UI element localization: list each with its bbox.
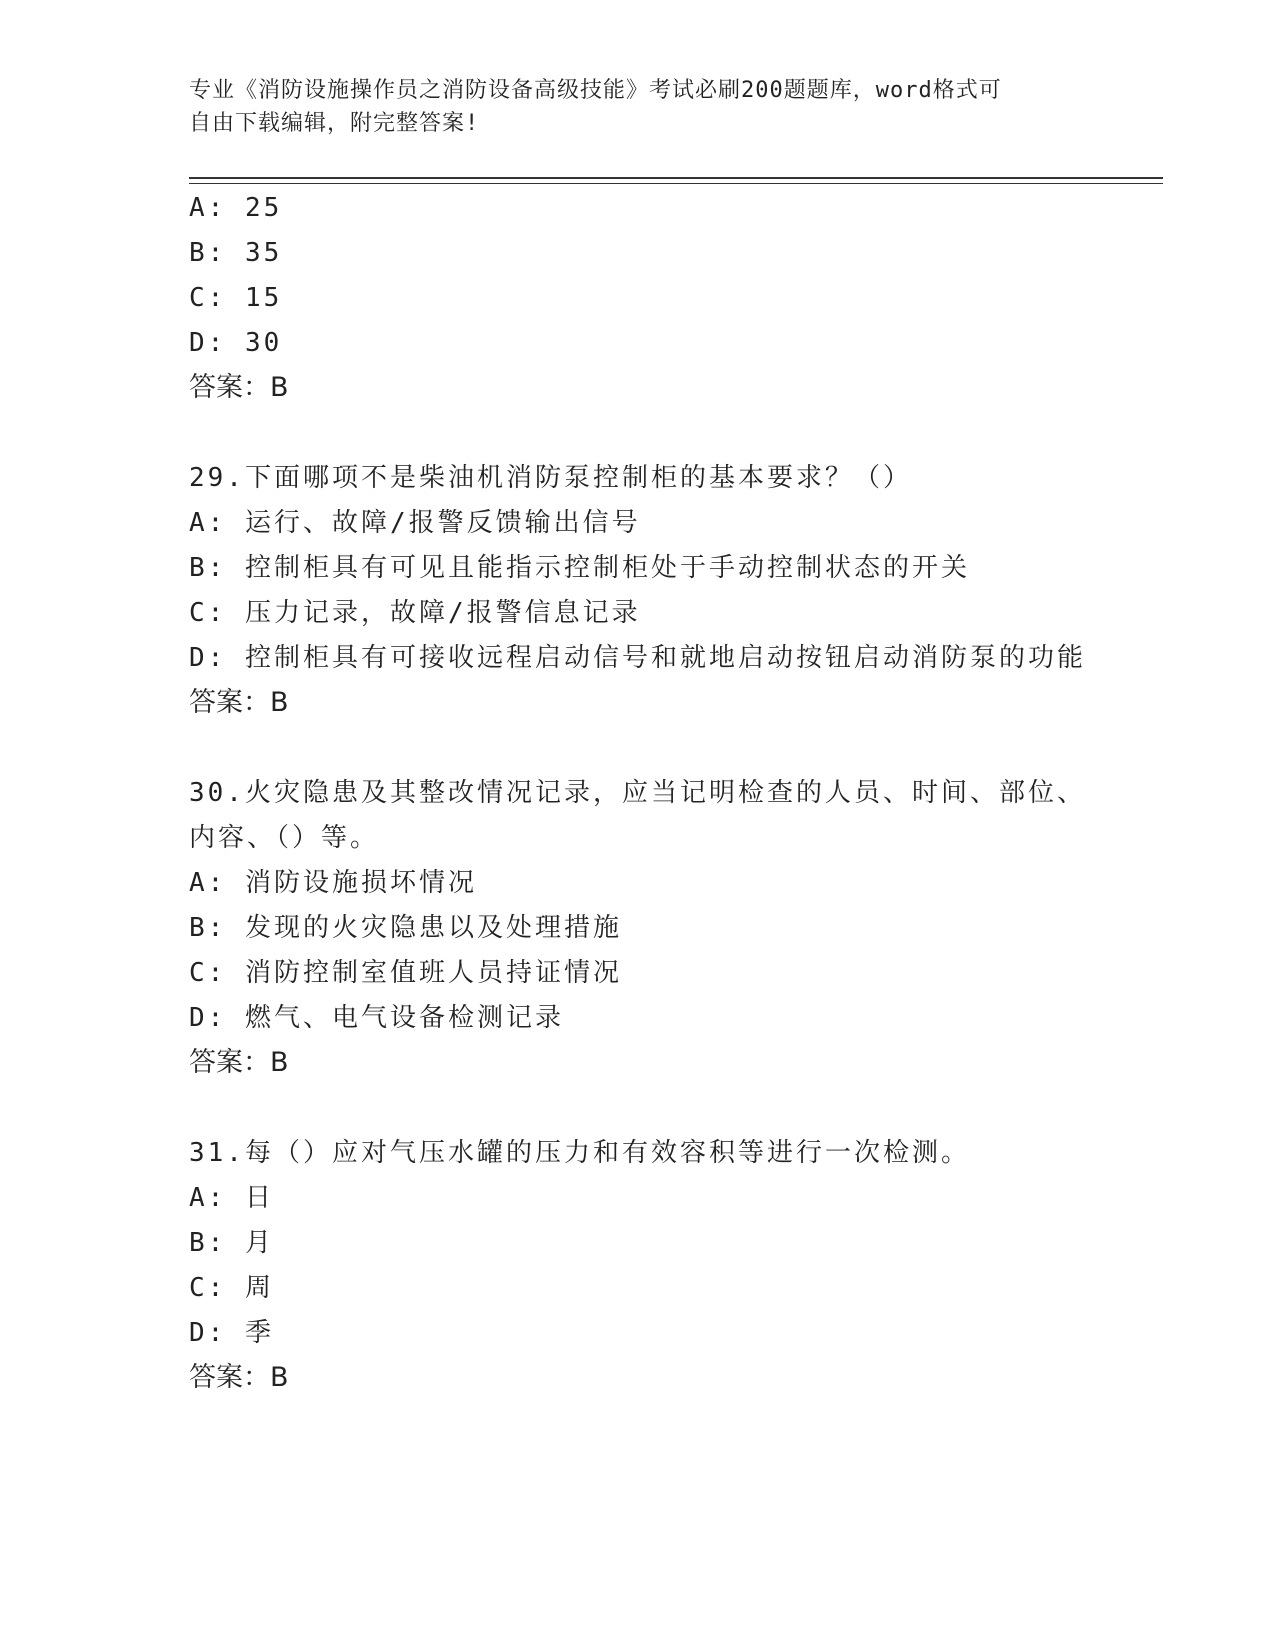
option-c: C: 周	[189, 1273, 274, 1303]
option-d: D: 季	[189, 1318, 274, 1348]
header-title-line-2: 自由下载编辑，附完整答案!	[189, 111, 480, 136]
question-text-line-2: 内容、（）等。	[189, 823, 380, 853]
document-header	[189, 74, 1069, 140]
option-b: B: 控制柜具有可见且能指示控制柜处于手动控制状态的开关	[189, 553, 970, 583]
question-text: 29.下面哪项不是柴油机消防泵控制柜的基本要求？（）	[189, 463, 912, 493]
option-d: D: 30	[189, 328, 283, 358]
answer-label: 答案：B	[189, 1362, 289, 1393]
option-b: B: 发现的火灾隐患以及处理措施	[189, 913, 622, 943]
answer-label: 答案：B	[189, 372, 289, 403]
answer-label: 答案：B	[189, 687, 289, 718]
option-c: C: 压力记录，故障/报警信息记录	[189, 598, 641, 628]
option-c: C: 15	[189, 283, 283, 313]
option-a: A: 消防设施损坏情况	[189, 868, 477, 898]
option-b: B: 35	[189, 238, 283, 268]
header-divider-thick	[189, 177, 1163, 179]
question-text-line-1: 30.火灾隐患及其整改情况记录，应当记明检查的人员、时间、部位、	[189, 778, 1086, 808]
option-a: A: 25	[189, 193, 283, 223]
option-d: D: 控制柜具有可接收远程启动信号和就地启动按钮启动消防泵的功能	[189, 643, 1086, 673]
option-a: A: 运行、故障/报警反馈输出信号	[189, 508, 641, 538]
option-b: B: 月	[189, 1228, 274, 1258]
option-d: D: 燃气、电气设备检测记录	[189, 1003, 564, 1033]
question-text: 31.每（）应对气压水罐的压力和有效容积等进行一次检测。	[189, 1138, 970, 1168]
answer-label: 答案：B	[189, 1047, 289, 1078]
header-title-line-1: 专业《消防设施操作员之消防设备高级技能》考试必刷200题题库，word格式可	[189, 78, 1002, 103]
header-divider-thin	[189, 183, 1163, 184]
option-a: A: 日	[189, 1183, 274, 1213]
option-c: C: 消防控制室值班人员持证情况	[189, 958, 622, 988]
